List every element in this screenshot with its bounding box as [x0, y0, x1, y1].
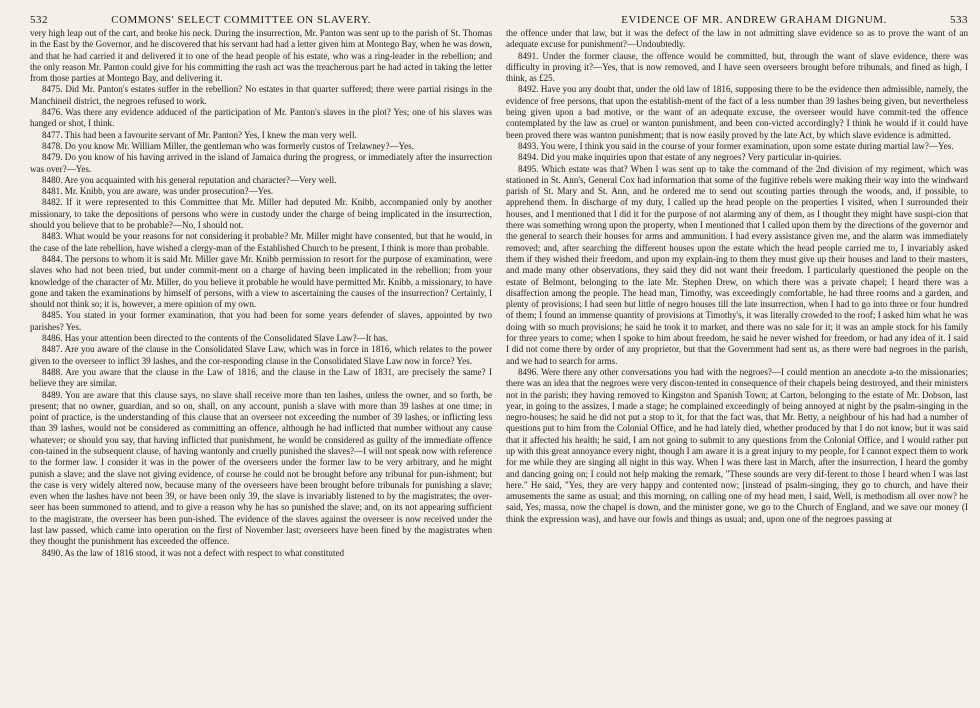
paragraph: very high leap out of the cart, and broke his neck. During the insurrection, Mr. Panton was sent up to the parish of St. Thomas in the East by the Governor, and he discovered that his servant had had a letter given him at Montego Bay, when he was down, and that he had carried it and delivered it to one of the head people of his estate, who was a ring-leader in the rebellion; and the only reason Mr. Panton could give for his committing the rash act was the treacherous part he had acted in taking the letter from those parties at Montego Bay, and delivering it.	[30, 28, 492, 84]
left-column	[30, 28, 492, 559]
paragraph: 8483. What would be your reasons for not considering it probable? Mr. Miller might have consented, but that he would, in the case of the late rebellion, have wished a clergy-man of the Established Church to be present, I think is more than probable.	[30, 231, 492, 253]
paragraph: 8482. If it were represented to this Committee that Mr. Miller had deputed Mr. Knibb, accompanied only by another missionary, to take the depositions of persons who were in custody under the charge of being implicated in the insurrection, should you believe that to be probable?—No, I should not.	[30, 197, 492, 231]
paragraph: 8494. Did you make inquiries upon that estate of any negroes? Very particular in-quiries.	[518, 152, 842, 163]
left-page-number: 532	[30, 14, 48, 26]
right-page-number: 533	[950, 14, 968, 26]
paragraph: 8478. Do you know Mr. William Miller, the gentleman who was formerly custos of Trelawney?—Yes.	[42, 140, 414, 151]
paragraph: the offence under that law, but it was the defect of the law in not admitting slave evidence so as to prove the want of an adequate excuse for punishment?—Undoubtedly.	[506, 28, 968, 50]
paragraph: 8487. Are you aware of the clause in the Consolidated Slave Law, which was in force in 1816, which relates to the power given to the overseer to inflict 39 lashes, and the cor-responding clause in the Consolidated Slave Law now in force? Yes.	[30, 344, 492, 366]
paragraph: 8493. You were, I think you said in the course of your former examination, upon some estate during martial law?—Yes.	[518, 140, 954, 151]
paragraph: 8492. Have you any doubt that, under the old law of 1816, supposing there to be the evidence then admissible, namely, the evidence of free persons, that upon the establish-ment of the fact of a less number than 39 lashes being given, but nevertheless being given upon a bad motive, or the want of an adequate excuse, the overseer would have commit-ted the offence contemplated by the law as cruel or wanton punishment, and been con-victed accordingly? I think he would if it could have been proved there was wanton punishment; that is now easily proved by the late Act, by which slave evidence is admitted.	[506, 84, 968, 140]
left-running-title: COMMONS' SELECT COMMITTEE ON SLAVERY.	[111, 14, 372, 26]
paragraph: 8484. The persons to whom it is said Mr. Miller gave Mr. Knibb permission to resort for the purpose of examination, were slaves who had not been tried, but under commit-ment on a charge of having been implicated in the rebellion; from your knowledge of the character of Mr. Miller, do you believe it probable he would have permitted Mr. Knibb, a missionary, to have gone and taken the examinations by himself of persons, with a view to ascertaining the causes of the insurrection? Certainly, I should not think so; it is, however, a mere opinion of my own.	[30, 253, 492, 310]
paragraph: 8486. Has your attention been directed to the contents of the Consolidated Slave Law?—It has.	[42, 333, 388, 344]
paragraph: 8476. Was there any evidence adduced of the participation of Mr. Panton's slaves in the plot? Yes; one of his slaves was hanged or shot, I think.	[30, 107, 492, 129]
right-running-head	[621, 14, 968, 26]
paragraph: 8490. As the law of 1816 stood, it was not a defect with respect to what constituted	[42, 547, 345, 558]
paragraph: 8495. Which estate was that? When I was sent up to take the command of the 2nd division of my regiment, which was stationed in St. Ann's, General Cox had information that some of the fugitive rebels were making their way into the windward parish of St. Mary and St. Ann, and he ordered me to send out scouting parties through the woods, and, if possible, to apprehend them. In discharge of my duty, I called up the head people on the properties I visited, when I surrounded their houses, and I mentioned that I did it for the purpose of not alarming any of them, as I thought they might have suspi-cion that there was something wrong upon the property, when I mentioned that I called upon them by the directions of the governor and the general to search their houses for arms and ammunition. I had every assistance given me, and the alarm was immediately removed; and, after searching the different houses upon the estate which the head people carried me to, I invariably asked them if they wished their freedom, and upon my explain-ing to them they must give up their houses and land to their masters, and made many other observations, they said they did not want their freedom. I particularly questioned the people on the estate of Belmont, belonging to the late Mr. Stephen Drew, on which there was a private chapel; I heard there was a disaffection among the people. The head man, Timothy, was exceedingly comfortable, he had three rooms and a garden, and plenty of provisions; I had seen but little of negro houses till the late insurrection, when I had to go into three or four hundred of them; I found an immense quantity of provisions at Timothy's, it was literally crowded to the roof; I asked him what he was doing with so much provisions; he said he took it to market, and there was no sale for it; it was an ample stock for his family for three years to come; when I spoke to him about freedom, he said he never wished for freedom, or had any idea of it. I said I did not come there by order of any proprietor, but that the Government had sent us, as there were bad negroes in the parish, and we had to search for arms.	[506, 163, 968, 366]
paragraph: 8488. Are you aware that the clause in the Law of 1816, and the clause in the Law of 1831, are precisely the same? I believe they are similar.	[30, 366, 492, 389]
paragraph: 8485. You stated in your former examination, that you had been for some years defender of slaves, appointed by two parishes? Yes.	[30, 310, 492, 332]
paragraph: 8496. Were there any other conversations you had with the negroes?—I could mention an anecdote a-to the missionaries; there was an idea that the negroes were very discon-tented in consequence of their chapels being destroyed, and their ministers not in the parish; they having removed to Kingston and Spanish Town; at Carton, belonging to the estate of Mr. Dobson, last year, in going to the assizes, I made a stage; he complained exceedingly of being annoyed at night by the psalm-singing in the negro-houses; he said he did not put a stop to it, for that the fact was, that Mr. Betty, a neighbour of his had had a number of questions put to him from the Colonial Office, and he had lately died, whether produced by that I do not know, but it was said that it affected his health; he said, I am not going to submit to any questions from the Colonial Office, and I would rather put up with this great annoyance every night, though I am aware it is a great injury to my people, for I cannot expect them to work for me while they are singing all night in this way. When I was there last in March, after the insurrection, I heard the gomby and dancing going on; I could not help making the remark, "These sounds are very dif-ferent to those I heard when I was last here." He said, "Yes, they are very happy and contented now; [instead of psalm-singing, they go to church, and have their amusements the same as usual; and this morning, on calling one of my head men, I said, Well, is methodism all over now? he said, Yes, massa, now the chapel is down, and the minister gone, we go to the Church of England, and we save our money (I think the expression was), and have our fowls and things as usual; and, upon one of the negroes passing at	[506, 366, 968, 524]
right-running-title: EVIDENCE OF MR. ANDREW GRAHAM DIGNUM.	[621, 14, 887, 26]
right-column	[506, 28, 968, 559]
paragraph: 8480. Are you acquainted with his general reputation and character?—Very well.	[42, 174, 337, 185]
running-head	[30, 6, 968, 28]
paragraph: 8477. This had been a favourite servant of Mr. Panton? Yes, I knew the man very well.	[42, 129, 357, 140]
text-columns	[30, 28, 968, 559]
paragraph: 8491. Under the former clause, the offence would be committed, but, through the want of slave evidence, there was difficulty in proving it?—Yes, that is now removed, and I have seen overseers brought before tribunals, and fined as high, I think, as £25.	[506, 50, 968, 84]
paragraph: 8489. You are aware that this clause says, no slave shall receive more than ten lashes, unless the owner, and so forth, be present; that no owner, guardian, and so on, shall, on any account, punish a slave with more than 39 lashes at one time; in point of practice, is the understanding of this clause that an overseer not exceeding the number of 39 lashes, or inflicting less than 39 lashes, would not be considered as committing an offence, although he had inflicted that number without any cause whatever; or should you say, that having inflicted that punishment, he would be considered as guilty of the immediate offence con-tained in the subsequent clause, of having wantonly and cruelly punished the slaves?—I will not speak now with reference to the former law. I consider it was in the power of the overseers under the former law to be very arbitrary, and he might punish a slave; and the slave not giving evidence, of course he could not be brought before any tribunal for pun-ishment; but the case is very widely altered now, because many of the overseers have been brought before tribunals for punishing a slave; even when the lashes have not been 39, or have been only 39, the slave is invariably listened to by the magistrates; the over-seer has been summoned to attend, and to give a reason why he has so punished the slave; and, on its not appearing sufficient to the magistrate, the overseer has been pun-ished. The evidence of the slaves against the overseer is now received under the last law passed, which came into operation on the first of November last; overseers have been fined by the magistrates when they thought the punishment has exceeded the offence.	[30, 389, 492, 547]
paragraph: 8475. Did Mr. Panton's estates suffer in the rebellion? No estates in that quarter suffered; there were partial risings in the Manchineil district, the negroes refused to work.	[30, 84, 492, 106]
paragraph: 8481. Mr. Knibb, you are aware, was under prosecution?—Yes.	[42, 186, 274, 197]
paragraph: 8479. Do you know of his having arrived in the island of Jamaica during the progress, or immediately after the insurrection was over?—Yes.	[30, 152, 492, 174]
left-running-head	[30, 14, 371, 26]
